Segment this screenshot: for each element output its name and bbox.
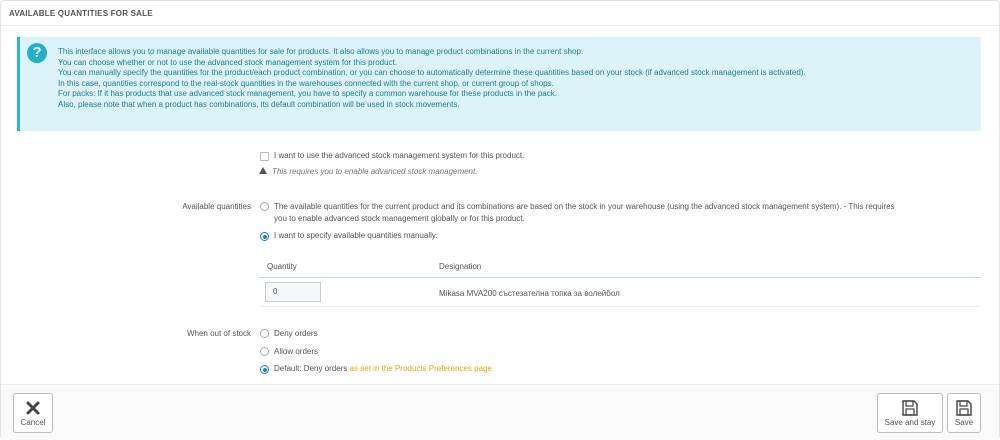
available-quantities-label: Available quantities (182, 202, 251, 211)
alert-line: Also, please note that when a product has combinations, its default combination will be used in stock movements. (58, 99, 460, 109)
auto-quantities-label-line2[interactable]: you to enable advanced stock management globally or for this product. (274, 214, 525, 223)
radio-deny-orders[interactable] (260, 329, 269, 338)
alert-line: You can manually specify the quantities for the product/each product combination, or you can choose to automatically determine these quantities based on your stock (if advanced stock management is activated). (58, 68, 806, 78)
radio-default-orders[interactable] (260, 365, 269, 374)
allow-orders-label[interactable]: Allow orders (274, 347, 319, 356)
radio-auto-quantities[interactable] (260, 202, 269, 211)
quantity-column-header: Quantity (267, 262, 297, 271)
panel-title: AVAILABLE QUANTITIES FOR SALE (1, 1, 999, 26)
quantity-input[interactable]: 0 (265, 282, 321, 302)
save-label: Save (954, 418, 974, 427)
designation-column-header: Designation (439, 262, 482, 271)
manual-quantities-label[interactable]: I want to specify available quantities manually. (274, 231, 438, 240)
cancel-label: Cancel (20, 418, 46, 427)
products-preferences-link[interactable]: as set in the Products Preferences page (349, 364, 492, 373)
panel-footer (1, 384, 999, 440)
out-of-stock-label: When out of stock (186, 329, 251, 338)
auto-quantities-label-line1[interactable]: The available quantities for the current product and its combinations are based on the stock in your warehouse (using the advanced stock management system). - This requires (274, 202, 895, 211)
alert-line: This interface allows you to manage available quantities for sale for products. It also allows you to manage product combinations in the current shop. (58, 47, 584, 56)
alert-line: In this case, quantities correspond to the real-stock quantities in the warehouses connected with the current shop, or current group of shops. (58, 78, 554, 88)
floppy-disk-icon (901, 399, 919, 417)
default-orders-text: Default: Deny orders (274, 364, 348, 373)
product-designation: Mikasa MVA200 състезателна топка за волейбол (439, 289, 620, 298)
alert-line: For packs: If it has products that use advanced stock management, you have to specify a common warehouse for these products in the pack. (58, 89, 557, 99)
radio-allow-orders[interactable] (260, 347, 269, 356)
save-button[interactable] (947, 393, 981, 433)
advanced-stock-hint: This requires you to enable advanced stock management. (272, 167, 478, 176)
save-and-stay-button[interactable] (877, 393, 943, 433)
floppy-disk-icon (955, 399, 973, 417)
close-icon (25, 400, 41, 416)
cancel-button[interactable] (13, 393, 53, 433)
quantities-table-header (259, 255, 981, 278)
table-row (259, 278, 981, 307)
deny-orders-label[interactable]: Deny orders (274, 329, 318, 338)
alert-line: You can choose whether or not to use the advanced stock management system for this product. (58, 57, 398, 67)
default-orders-label[interactable] (274, 364, 492, 373)
save-and-stay-label: Save and stay (884, 418, 936, 427)
alert-text (58, 47, 806, 111)
info-alert (17, 37, 981, 131)
question-icon: ? (27, 43, 47, 63)
advanced-stock-checkbox[interactable] (260, 152, 269, 161)
advanced-stock-label[interactable]: I want to use the advanced stock management system for this product. (274, 151, 525, 160)
radio-manual-quantities[interactable] (260, 232, 269, 241)
warning-icon (259, 167, 267, 174)
